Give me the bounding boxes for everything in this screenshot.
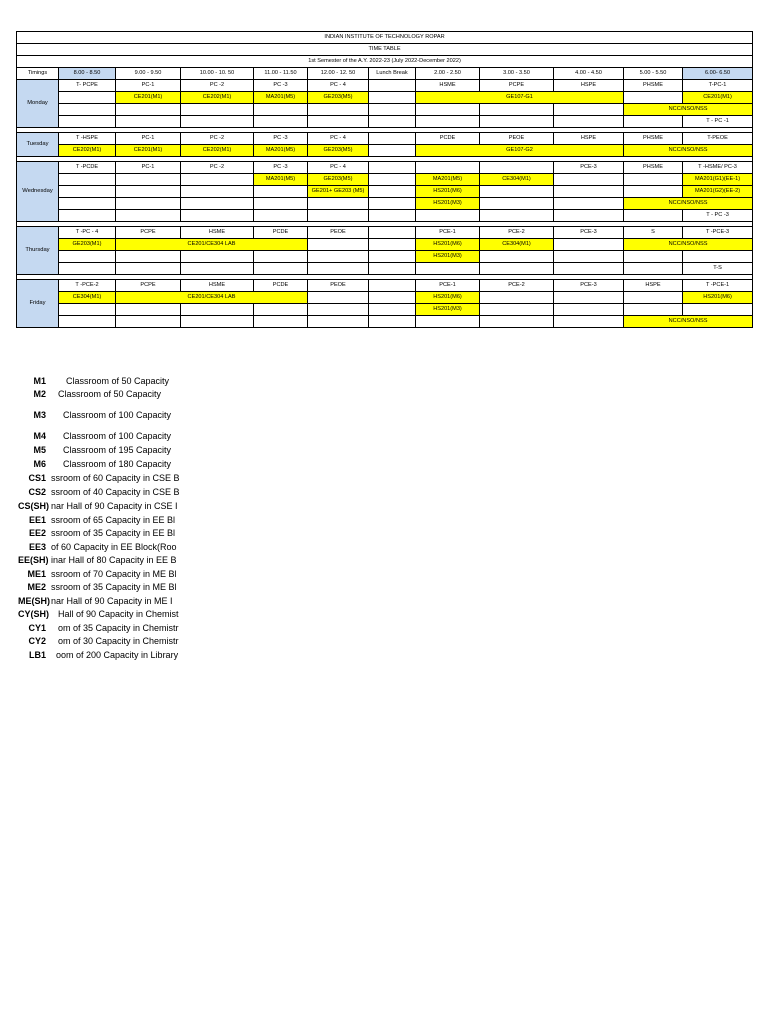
cell: MA201(G1)(EE-1) [683,174,753,186]
cell: T -HSPE [59,133,116,145]
doc-title: TIME TABLE [17,44,753,56]
cell: PC -2 [181,80,254,92]
cell [480,292,554,304]
cell: MA201(M5) [254,174,308,186]
cell: T -PC - 4 [59,227,116,239]
cell: HSPE [554,133,624,145]
cell [480,198,554,210]
legend-code: M6 [33,459,46,469]
cell: PC -3 [254,80,308,92]
cell: NCC/NSO/NSS [624,198,753,210]
cell: CE304(M1) [480,174,554,186]
cell [369,292,416,304]
cell: NCC/NSO/NSS [624,145,753,157]
cell: T - PC -1 [683,116,753,128]
cell [480,186,554,198]
time-slot: 8.00 - 8.50 [59,68,116,80]
cell [181,116,254,128]
cell: CE201/CE304 LAB [116,292,308,304]
cell [369,116,416,128]
lunch-break: Lunch Break [369,68,416,80]
cell: PCPE [116,227,181,239]
cell [554,263,624,275]
cell [59,304,116,316]
cell [369,263,416,275]
cell [554,251,624,263]
legend-desc: Classroom of 180 Capacity [63,459,172,469]
cell [181,210,254,222]
cell: S [624,227,683,239]
cell [254,198,308,210]
cell: PHSME [624,162,683,174]
legend-code: M3 [33,410,46,420]
cell [308,104,369,116]
cell: HS201(M6) [416,292,480,304]
cell [254,186,308,198]
cell: GE201+ GE203 (M5) [308,186,369,198]
cell: PCDE [254,227,308,239]
cell [624,174,683,186]
cell [308,292,369,304]
legend-desc: om of 30 Capacity in Chemistr [58,636,179,646]
cell [254,316,308,328]
cell [181,104,254,116]
cell [254,304,308,316]
cell: PC - 4 [308,162,369,174]
cell [369,133,416,145]
cell [308,316,369,328]
legend-code: M1 [33,376,46,386]
cell: GE203(M5) [308,145,369,157]
legend-desc: of 60 Capacity in EE Block(Roo [51,542,177,552]
cell: HSME [416,80,480,92]
cell: MA201(M5) [254,145,308,157]
legend-desc: ssroom of 40 Capacity in CSE B [51,487,180,497]
cell: PCE-3 [554,162,624,174]
legend-desc: ssroom of 70 Capacity in ME Bl [51,569,177,579]
cell: T -PCE-1 [683,280,753,292]
cell [480,304,554,316]
cell: HSME [181,280,254,292]
cell [683,304,753,316]
cell [369,174,416,186]
time-slot: 3.00 - 3.50 [480,68,554,80]
cell [308,239,369,251]
cell: T-S [683,263,753,275]
cell [369,251,416,263]
cell: CE202(M1) [59,145,116,157]
cell [59,186,116,198]
cell [554,116,624,128]
cell [369,104,416,116]
cell: PCE-2 [480,280,554,292]
cell: CE201/CE304 LAB [116,239,308,251]
cell: PC - 4 [308,133,369,145]
time-slot: 5.00 - 5.50 [624,68,683,80]
cell: T -PCE-2 [59,280,116,292]
cell: HS201(M6) [416,186,480,198]
time-slot: 6.00- 6.50 [683,68,753,80]
cell: PHSME [624,133,683,145]
legend-desc: Classroom of 100 Capacity [63,431,172,441]
cell: T- PCPE [59,80,116,92]
legend-code: EE1 [28,515,46,525]
cell: HS201(M6) [416,239,480,251]
cell: PCDE [416,133,480,145]
cell [181,263,254,275]
cell: CE201(M1) [683,92,753,104]
legend-code: CS1 [28,473,46,483]
cell [416,210,480,222]
legend-desc: inar Hall of 80 Capacity in EE B [51,555,177,565]
cell [480,210,554,222]
cell [624,304,683,316]
cell [416,116,480,128]
cell [59,251,116,263]
cell [181,316,254,328]
cell: PCE-1 [416,280,480,292]
cell [308,198,369,210]
cell [116,198,181,210]
legend-desc: nar Hall of 90 Capacity in ME I [51,596,173,606]
cell: PHSME [624,80,683,92]
cell: PCDE [254,280,308,292]
cell [369,198,416,210]
legend-desc: Classroom of 50 Capacity [58,389,162,399]
cell: PCE-1 [416,227,480,239]
cell [554,210,624,222]
cell: GE203(M5) [308,92,369,104]
timings-label: Timings [17,68,59,80]
cell [480,116,554,128]
cell: GE203(M1) [59,239,116,251]
legend-code: ME(SH) [18,596,50,606]
cell: GE107-G2 [416,145,624,157]
cell: PCE-2 [480,227,554,239]
cell [59,198,116,210]
cell [116,186,181,198]
cell [254,251,308,263]
cell [480,263,554,275]
cell [59,92,116,104]
time-slot: 11.00 - 11.50 [254,68,308,80]
cell [369,92,416,104]
time-slot: 9.00 - 9.50 [116,68,181,80]
cell [308,116,369,128]
legend-code: EE3 [28,542,46,552]
cell [116,251,181,263]
cell: HS201(M3) [416,251,480,263]
cell [116,263,181,275]
cell: T -HSME/ PC-3 [683,162,753,174]
cell [254,263,308,275]
cell: PC -3 [254,162,308,174]
cell [369,304,416,316]
institute-name: INDIAN INSTITUTE OF TECHNOLOGY ROPAR [17,32,753,44]
legend-desc: Hall of 90 Capacity in Chemist [58,609,179,619]
day-friday: Friday [17,280,59,328]
cell [116,104,181,116]
cell: PC -2 [181,133,254,145]
day-thursday: Thursday [17,227,59,275]
legend-code: CY2 [28,636,46,646]
cell: PEOE [308,227,369,239]
cell [369,227,416,239]
legend-desc: ssroom of 35 Capacity in ME Bl [51,582,177,592]
legend-desc: oom of 200 Capacity in Library [56,650,179,660]
cell [308,251,369,263]
cell [116,174,181,186]
time-slot: 2.00 - 2.50 [416,68,480,80]
cell [369,316,416,328]
legend-desc: ssroom of 35 Capacity in EE Bl [51,528,176,538]
cell [308,210,369,222]
legend-code: ME1 [27,569,46,579]
cell [369,210,416,222]
cell: HS201(M6) [683,292,753,304]
cell [554,198,624,210]
cell [116,304,181,316]
cell [369,162,416,174]
cell: PC - 4 [308,80,369,92]
legend-code: CS(SH) [18,501,49,511]
cell [554,239,624,251]
cell [369,80,416,92]
cell [416,316,480,328]
cell [254,116,308,128]
legend-desc: ssroom of 60 Capacity in CSE B [51,473,180,483]
cell [59,210,116,222]
cell: CE202(M1) [181,145,254,157]
cell [554,104,624,116]
cell: HSPE [554,80,624,92]
cell: CE201(M1) [116,92,181,104]
time-slot: 12.00 - 12. 50 [308,68,369,80]
cell [116,210,181,222]
cell: NCC/NSO/NSS [624,104,753,116]
cell: CE202(M1) [181,92,254,104]
cell [254,104,308,116]
cell [416,263,480,275]
cell: HSPE [624,280,683,292]
legend-code: CY(SH) [18,609,49,619]
cell: PC-1 [116,162,181,174]
cell [59,116,116,128]
cell: T -PCE-3 [683,227,753,239]
cell [554,292,624,304]
day-wednesday: Wednesday [17,162,59,222]
legend-desc: Classroom of 100 Capacity [63,410,172,420]
cell [181,186,254,198]
cell: PC-1 [116,133,181,145]
cell: NCC/NSO/NSS [624,316,753,328]
cell [181,251,254,263]
cell [59,316,116,328]
cell: PCE-3 [554,227,624,239]
cell: HS201(M3) [416,198,480,210]
legend-code: EE2 [28,528,46,538]
cell [480,316,554,328]
cell [181,198,254,210]
cell [181,174,254,186]
cell [624,292,683,304]
cell [369,186,416,198]
timetable [16,31,753,328]
cell [308,263,369,275]
cell: PC -3 [254,133,308,145]
time-slot: 10.00 - 10. 50 [181,68,254,80]
cell: CE304(M1) [480,239,554,251]
cell [416,104,480,116]
legend-desc: om of 35 Capacity in Chemistr [58,623,179,633]
cell [59,174,116,186]
legend-desc: Classroom of 195 Capacity [63,445,172,455]
cell [416,162,480,174]
cell: PEOE [308,280,369,292]
cell [59,104,116,116]
cell: CE304(M1) [59,292,116,304]
legend-code: M4 [33,431,46,441]
cell [369,239,416,251]
cell: GE203(M5) [308,174,369,186]
cell: T-PC-1 [683,80,753,92]
legend-code: M5 [33,445,46,455]
cell: MA201(G2)(EE-2) [683,186,753,198]
cell [624,210,683,222]
day-tuesday: Tuesday [17,133,59,157]
cell: MA201(M5) [254,92,308,104]
time-slot: 4.00 - 4.50 [554,68,624,80]
cell: NCC/NSO/NSS [624,239,753,251]
cell: T -PCDE [59,162,116,174]
cell: T - PC -3 [683,210,753,222]
cell [554,304,624,316]
legend-desc: nar Hall of 90 Capacity in CSE I [51,501,178,511]
cell [480,251,554,263]
legend-code: EE(SH) [18,555,49,565]
cell: PCPE [116,280,181,292]
cell [554,186,624,198]
legend-code: ME2 [27,582,46,592]
cell: HSME [181,227,254,239]
cell [59,263,116,275]
cell: T-PEOE [683,133,753,145]
day-monday: Monday [17,80,59,128]
cell [116,316,181,328]
cell [254,210,308,222]
cell [480,104,554,116]
legend-code: LB1 [28,650,46,660]
cell: PC-1 [116,80,181,92]
legend-desc: Classroom of 50 Capacity [66,376,170,386]
legend-desc: ssroom of 65 Capacity in EE Bl [51,515,176,525]
cell: HS201(M3) [416,304,480,316]
cell [308,304,369,316]
cell [624,251,683,263]
semester-line: 1st Semester of the A.Y. 2022-23 (July 2022-December 2022) [17,56,753,68]
legend-code: M2 [33,389,46,399]
cell [624,186,683,198]
cell: PEOE [480,133,554,145]
cell: PCE-3 [554,280,624,292]
cell: PCPE [480,80,554,92]
cell: MA201(M5) [416,174,480,186]
cell [181,304,254,316]
legend-code: CY1 [28,623,46,633]
cell [624,92,683,104]
cell [683,251,753,263]
legend-code: CS2 [28,487,46,497]
cell [369,280,416,292]
cell [554,316,624,328]
timings-row [17,68,753,80]
cell: GE107-G1 [416,92,624,104]
cell [624,116,683,128]
cell [554,174,624,186]
cell: PC -2 [181,162,254,174]
cell [480,162,554,174]
cell [369,145,416,157]
cell: CE201(M1) [116,145,181,157]
cell [624,263,683,275]
cell [116,116,181,128]
